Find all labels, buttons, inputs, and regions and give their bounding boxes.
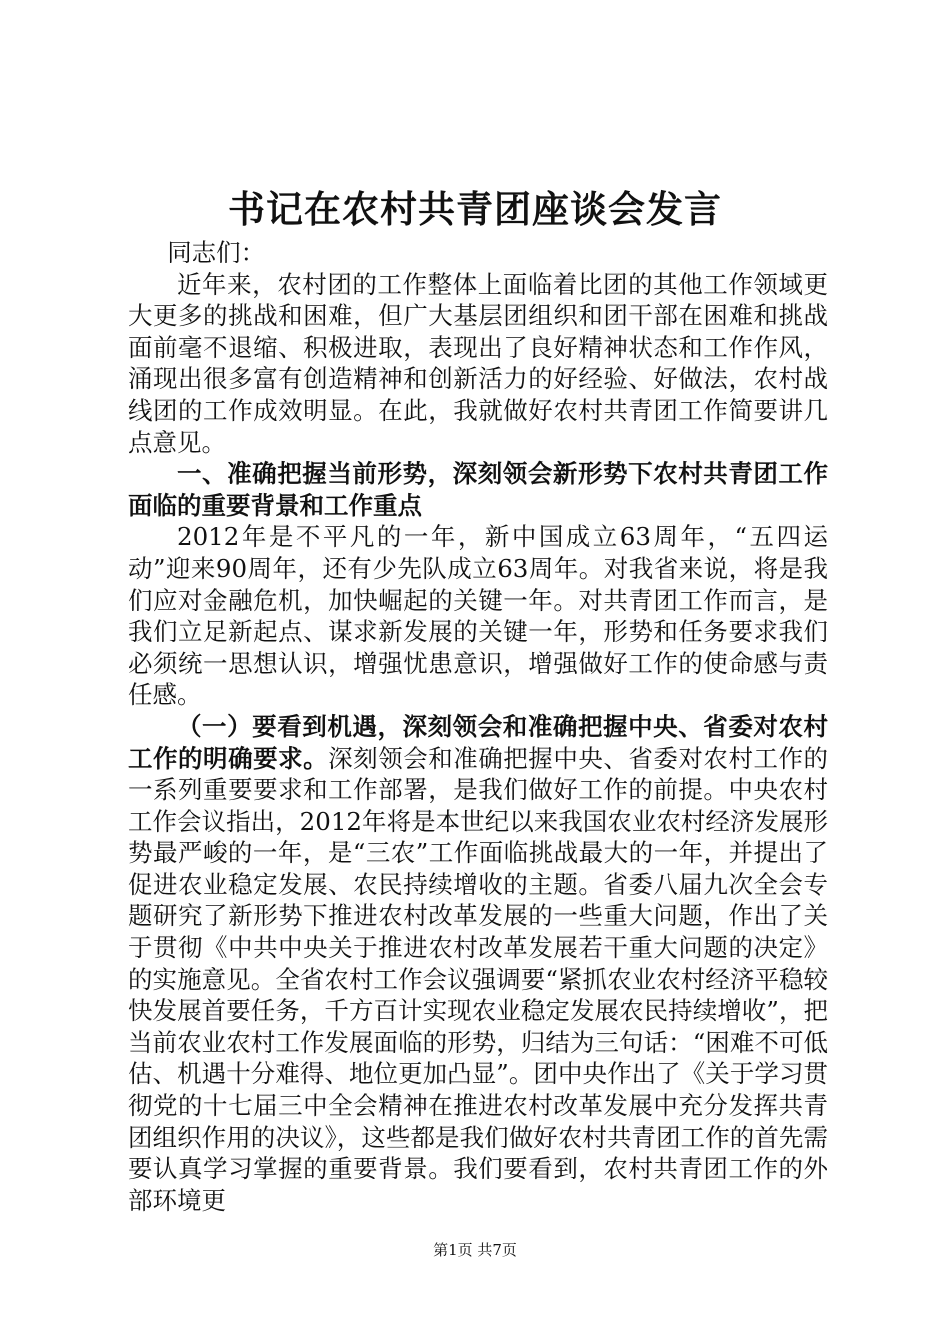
paragraph-2012: 2012年是不平凡的一年，新中国成立63周年，“五四运动”迎来90周年，还有少先队成立63周年。对我省来说，将是我们应对金融危机，加快崛起的关键一年。对共青团工作而言，是我们立足新起点、谋求新发展的关键一年，形势和任务要求我们必须统一思想认识，增强忧患意识，增强做好工作的使命感与责任感。 xyxy=(128,522,828,710)
page-number: 第1页 共7页 xyxy=(433,1241,517,1259)
subsection-heading-1: （一）要看到机遇，深刻领会和准确把握中央、省委对农村工作的明确要求。 xyxy=(128,711,828,773)
section-heading-1: 一、准确把握当前形势，深刻领会新形势下农村共青团工作面临的重要背景和工作重点 xyxy=(128,459,828,520)
paragraph-subsection-1-text: 深刻领会和准确把握中央、省委对农村工作的一系列重要要求和工作部署，是我们做好工作的前提。中央农村工作会议指出，2012年将是本世纪以来我国农业农村经济发展形势最严峻的一年，是“三农”工作面临挑战最大的一年，并提出了促进农业稳定发展、农民持续增收的主题。省委八届九次全会专题研究了新形势下推进农村改革发展的一些重大问题，作出了关于贯彻《中共中央关于推进农村改革发展若干重大问题的决定》的实施意见。全省农村工作会议强调要“紧抓农业农村经济平稳较快发展首要任务，千方百计实现农业稳定发展农民持续增收”，把当前农业农村工作发展面临的形势，归结为三句话：“困难不可低估、机遇十分难得、地位更加凸显”。团中央作出了《关于学习贯彻党的十七届三中全会精神在推进农村改革发展中充分发挥共青团组织作用的决议》，这些都是我们做好农村共青团工作的首先需要认真学习掌握的重要背景。我们要看到，农村共青团工作的外部环境更 xyxy=(128,743,829,1215)
paragraph-intro: 近年来，农村团的工作整体上面临着比团的其他工作领域更大更多的挑战和困难，但广大基层团组织和团干部在困难和挑战面前毫不退缩、积极进取，表现出了良好精神状态和工作作风，涌现出很多富有创造精神和创新活力的好经验、好做法，农村战线团的工作成效明显。在此，我就做好农村共青团工作简要讲几点意见。 xyxy=(128,269,828,457)
greeting: 同志们： xyxy=(167,238,266,267)
document-body xyxy=(128,237,828,1216)
paragraph-subsection-1 xyxy=(128,711,828,1217)
document-title: 书记在农村共青团座谈会发言 xyxy=(228,188,722,231)
